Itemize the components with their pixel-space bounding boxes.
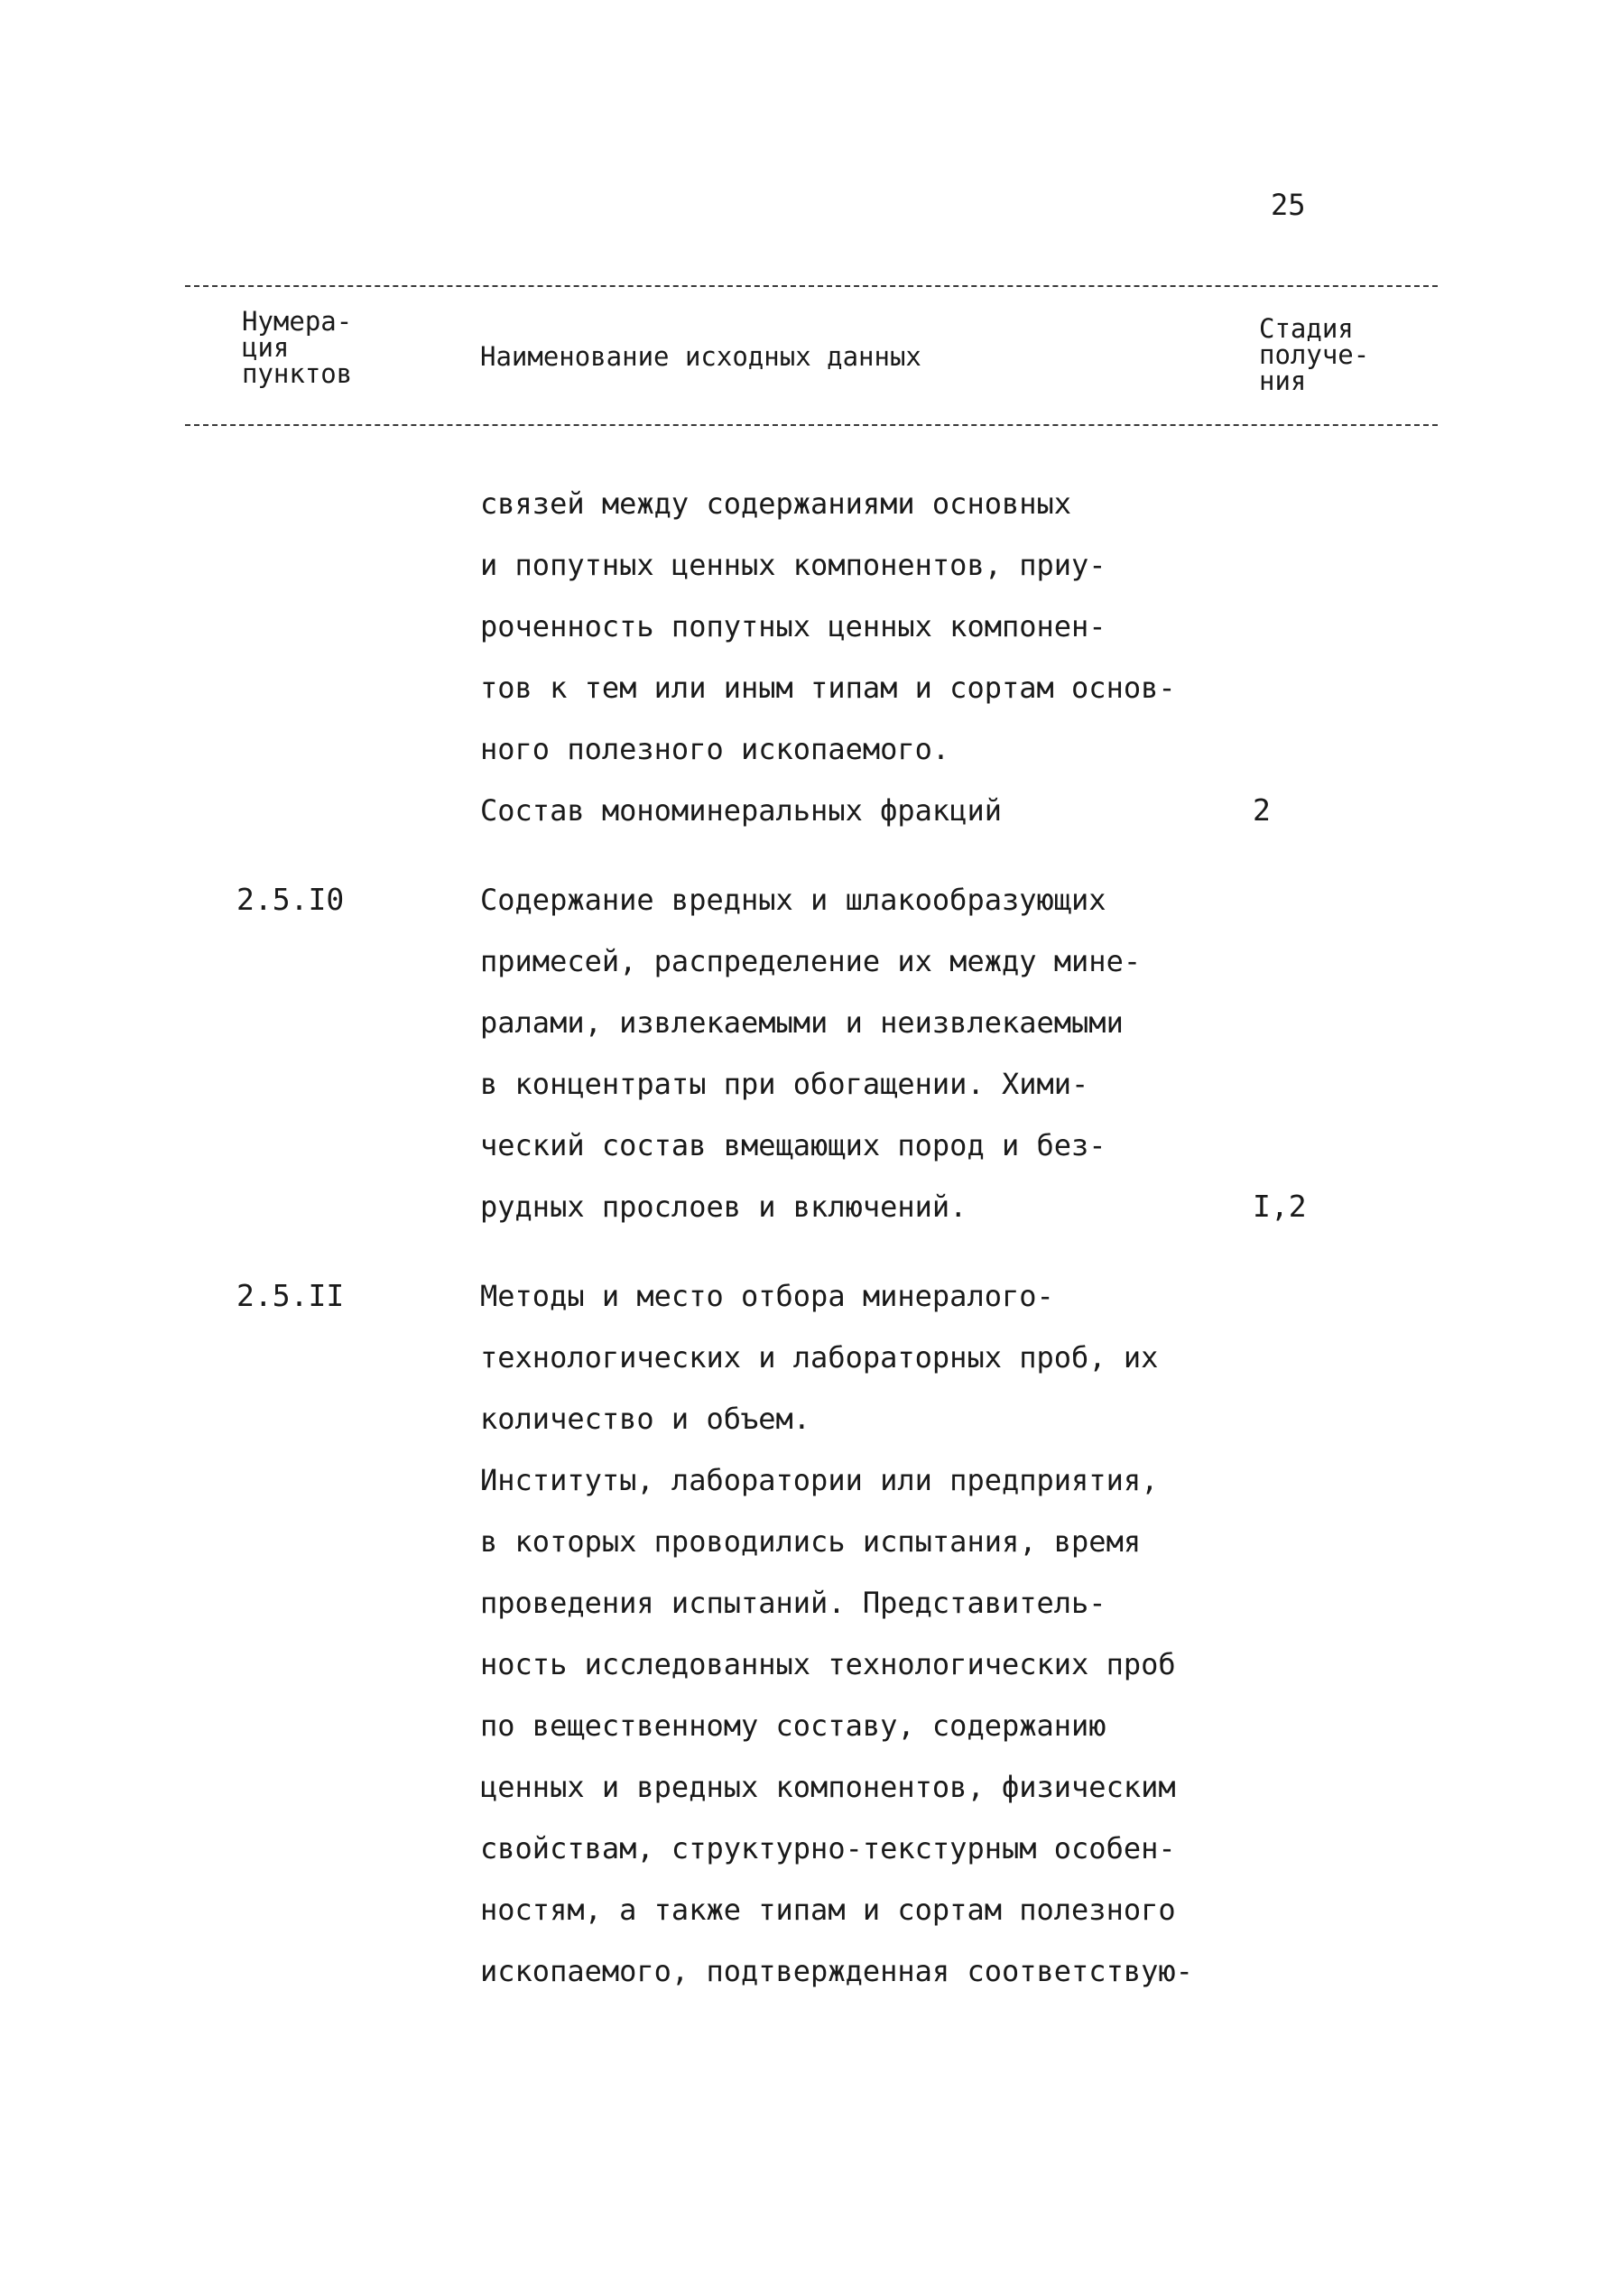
description-line: по вещественному составу, содержанию [480, 1708, 1106, 1743]
row-description [480, 473, 1292, 841]
description-line: ископаемого, подтвержденная соответствую- [480, 1954, 1193, 1988]
row-stage: I,2 [1253, 1189, 1307, 1224]
description-line: проведения испытаний. Представитель- [480, 1586, 1106, 1620]
description-line: ценных и вредных компонентов, физическим [480, 1770, 1176, 1804]
description-line: рудных прослоев и включений. [480, 1190, 967, 1224]
description-line: связей между содержаниями основных [480, 486, 1072, 521]
table-header-bottom-rule [185, 424, 1438, 426]
row-description [480, 1265, 1292, 2002]
header-stage-line: получе- [1259, 339, 1370, 370]
header-number-line: пунктов [242, 358, 353, 389]
description-line: Содержание вредных и шлакообразующих [480, 883, 1106, 917]
description-line: в которых проводились испытания, время [480, 1524, 1142, 1559]
description-line: примесей, распределение их между мине- [480, 944, 1142, 978]
description-line: ность исследованных технологических проб [480, 1647, 1176, 1681]
description-line: ного полезного ископаемого. [480, 732, 950, 766]
header-stage-column [1259, 313, 1430, 396]
header-number-line: Нумера- [242, 306, 353, 337]
page-number: 25 [1271, 188, 1306, 222]
description-line: тов к тем или иным типам и сортам основ- [480, 671, 1176, 705]
description-line: ческий состав вмещающих пород и без- [480, 1128, 1106, 1162]
description-line: ностям, а также типам и сортам полезного [480, 1893, 1176, 1927]
row-number: 2.5.I0 [236, 882, 345, 917]
table-row [0, 869, 1620, 1237]
description-line: Методы и место отбора минералого- [480, 1279, 1054, 1313]
header-number-line: ция [242, 332, 290, 363]
header-name-column: Наименование исходных данных [480, 341, 921, 372]
table-header-top-rule [185, 285, 1438, 287]
description-line: ралами, извлекаемыми и неизвлекаемыми [480, 1005, 1124, 1040]
row-number: 2.5.II [236, 1278, 345, 1313]
description-line: свойствам, структурно-текстурным особен- [480, 1831, 1176, 1866]
description-line: количество и объем. [480, 1402, 811, 1436]
description-line: Институты, лаборатории или предприятия, [480, 1463, 1159, 1497]
row-stage: 2 [1253, 792, 1271, 828]
header-number-column [242, 306, 404, 389]
header-stage-line: Стадия [1259, 313, 1354, 344]
description-line: и попутных ценных компонентов, приу- [480, 548, 1106, 582]
description-line: Состав мономинеральных фракций [480, 793, 1002, 828]
header-stage-line: ния [1259, 366, 1307, 396]
table-body [0, 473, 1620, 2030]
table-row [0, 1265, 1620, 2002]
description-line: в концентраты при обогащении. Хими- [480, 1067, 1089, 1101]
description-line: технологических и лабораторных проб, их [480, 1340, 1159, 1375]
description-line: роченность попутных ценных компонен- [480, 609, 1106, 643]
table-row [0, 473, 1620, 841]
row-description [480, 869, 1292, 1237]
